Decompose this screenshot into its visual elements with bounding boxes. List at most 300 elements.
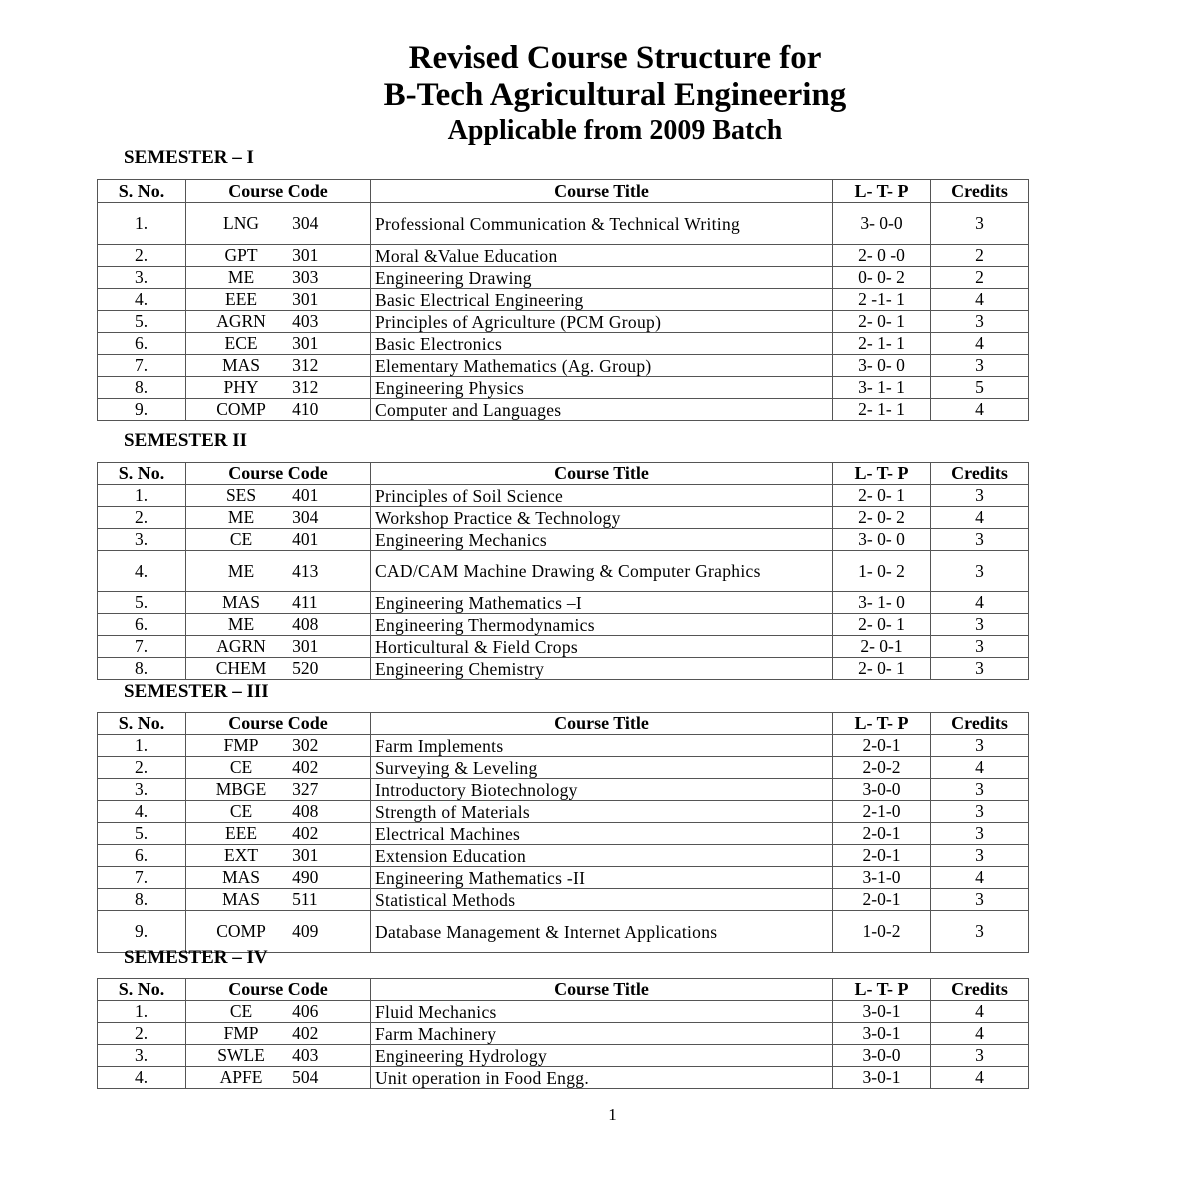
cell-credits: 4 <box>931 592 1029 614</box>
cell-sno: 1. <box>98 485 186 507</box>
cell-course-code <box>186 801 371 823</box>
cell-course-code <box>186 592 371 614</box>
cell-sno: 7. <box>98 636 186 658</box>
course-code <box>190 636 366 657</box>
cell-credits: 3 <box>931 889 1029 911</box>
header-credits: Credits <box>931 979 1029 1001</box>
course-number: 301 <box>292 289 319 309</box>
cell-course-title: Engineering Mathematics –I <box>371 592 833 614</box>
course-number: 402 <box>292 1023 319 1043</box>
course-dept: CHEM <box>215 658 267 678</box>
course-code <box>190 213 366 234</box>
course-dept: EEE <box>225 823 258 843</box>
cell-sno: 1. <box>98 735 186 757</box>
cell-sno: 4. <box>98 801 186 823</box>
header-course-code: Course Code <box>186 979 371 1001</box>
table-row <box>98 1023 1029 1045</box>
cell-course-title: Engineering Mechanics <box>371 529 833 551</box>
cell-credits: 3 <box>931 735 1029 757</box>
cell-sno: 5. <box>98 592 186 614</box>
course-number: 401 <box>292 529 319 549</box>
table-row <box>98 845 1029 867</box>
cell-ltp: 2- 0- 1 <box>833 485 931 507</box>
course-table <box>97 712 1029 953</box>
cell-course-code <box>186 845 371 867</box>
cell-credits: 3 <box>931 636 1029 658</box>
course-code <box>190 921 366 942</box>
cell-course-title: Elementary Mathematics (Ag. Group) <box>371 355 833 377</box>
cell-credits: 3 <box>931 311 1029 333</box>
cell-course-code <box>186 658 371 680</box>
cell-sno: 1. <box>98 203 186 245</box>
course-number: 413 <box>292 560 319 581</box>
table-row <box>98 1001 1029 1023</box>
course-dept: CE <box>229 801 253 821</box>
cell-course-code <box>186 245 371 267</box>
course-number: 302 <box>292 735 319 755</box>
course-dept: EEE <box>225 289 258 309</box>
course-number: 327 <box>292 779 319 799</box>
course-number: 402 <box>292 757 319 777</box>
cell-sno: 5. <box>98 823 186 845</box>
cell-course-title: Professional Communication & Technical Writing <box>371 203 833 245</box>
cell-course-title: Horticultural & Field Crops <box>371 636 833 658</box>
cell-ltp: 2-0-1 <box>833 889 931 911</box>
course-table <box>97 179 1029 421</box>
cell-course-title: Basic Electronics <box>371 333 833 355</box>
cell-credits: 3 <box>931 614 1029 636</box>
course-number: 312 <box>292 377 319 397</box>
cell-sno: 1. <box>98 1001 186 1023</box>
course-number: 411 <box>292 592 318 612</box>
course-number: 312 <box>292 355 319 375</box>
course-dept: MAS <box>222 355 260 375</box>
cell-course-code <box>186 1001 371 1023</box>
course-dept: ME <box>227 560 255 581</box>
cell-sno: 3. <box>98 267 186 289</box>
cell-course-title: CAD/CAM Machine Drawing & Computer Graphics <box>371 551 833 592</box>
course-number: 301 <box>292 636 319 656</box>
table-row <box>98 889 1029 911</box>
course-number: 410 <box>292 399 319 419</box>
cell-course-title: Fluid Mechanics <box>371 1001 833 1023</box>
cell-ltp: 2- 0- 1 <box>833 658 931 680</box>
table-row <box>98 1067 1029 1089</box>
header-course-title: Course Title <box>371 713 833 735</box>
table-row <box>98 658 1029 680</box>
cell-credits: 3 <box>931 911 1029 953</box>
header-sno: S. No. <box>98 979 186 1001</box>
cell-course-code <box>186 485 371 507</box>
cell-ltp: 2- 0- 1 <box>833 311 931 333</box>
cell-course-title: Workshop Practice & Technology <box>371 507 833 529</box>
table-row <box>98 636 1029 658</box>
course-number: 402 <box>292 823 319 843</box>
course-code <box>190 845 366 866</box>
cell-course-code <box>186 1023 371 1045</box>
table-header-row <box>98 180 1029 203</box>
table-row <box>98 333 1029 355</box>
title-line-1: Revised Course Structure for <box>408 40 822 76</box>
cell-ltp: 2-0-2 <box>833 757 931 779</box>
course-dept: MAS <box>222 592 260 612</box>
cell-course-title: Principles of Agriculture (PCM Group) <box>371 311 833 333</box>
cell-sno: 4. <box>98 289 186 311</box>
cell-course-code <box>186 203 371 245</box>
header-ltp: L- T- P <box>833 713 931 735</box>
cell-course-code <box>186 889 371 911</box>
course-code <box>190 757 366 778</box>
cell-ltp: 2- 1- 1 <box>833 399 931 421</box>
course-code <box>190 1045 366 1066</box>
course-number: 304 <box>292 213 319 233</box>
cell-sno: 2. <box>98 1023 186 1045</box>
cell-ltp: 3-0-1 <box>833 1001 931 1023</box>
cell-sno: 4. <box>98 1067 186 1089</box>
cell-ltp: 3- 0- 0 <box>833 529 931 551</box>
cell-course-code <box>186 735 371 757</box>
page-number: 1 <box>608 1105 617 1124</box>
course-number: 504 <box>292 1067 319 1087</box>
header-course-title: Course Title <box>371 180 833 203</box>
table-header-row <box>98 979 1029 1001</box>
course-number: 406 <box>292 1001 319 1021</box>
cell-ltp: 1-0-2 <box>833 911 931 953</box>
cell-credits: 4 <box>931 757 1029 779</box>
table-row <box>98 592 1029 614</box>
course-number: 301 <box>292 845 319 865</box>
course-code <box>190 377 366 398</box>
cell-course-code <box>186 779 371 801</box>
cell-ltp: 3-0-0 <box>833 779 931 801</box>
cell-credits: 4 <box>931 867 1029 889</box>
course-dept: ME <box>227 614 255 634</box>
cell-credits: 3 <box>931 551 1029 592</box>
cell-sno: 3. <box>98 779 186 801</box>
header-sno: S. No. <box>98 713 186 735</box>
cell-course-title: Introductory Biotechnology <box>371 779 833 801</box>
cell-credits: 4 <box>931 507 1029 529</box>
course-dept: CE <box>229 1001 253 1021</box>
cell-credits: 3 <box>931 1045 1029 1067</box>
header-ltp: L- T- P <box>833 979 931 1001</box>
header-ltp: L- T- P <box>833 180 931 203</box>
cell-ltp: 2-0-1 <box>833 823 931 845</box>
cell-credits: 5 <box>931 377 1029 399</box>
course-table <box>97 462 1029 680</box>
table-row <box>98 757 1029 779</box>
course-number: 403 <box>292 311 319 331</box>
table-header-row <box>98 463 1029 485</box>
cell-course-title: Engineering Hydrology <box>371 1045 833 1067</box>
cell-course-code <box>186 636 371 658</box>
course-number: 408 <box>292 614 319 634</box>
cell-course-title: Unit operation in Food Engg. <box>371 1067 833 1089</box>
cell-course-title: Engineering Mathematics -II <box>371 867 833 889</box>
cell-ltp: 2- 0-1 <box>833 636 931 658</box>
table-row <box>98 1045 1029 1067</box>
cell-course-title: Principles of Soil Science <box>371 485 833 507</box>
course-code <box>190 1023 366 1044</box>
cell-credits: 4 <box>931 1001 1029 1023</box>
course-dept: MAS <box>222 867 260 887</box>
course-dept: AGRN <box>216 636 266 656</box>
cell-sno: 2. <box>98 507 186 529</box>
cell-credits: 3 <box>931 801 1029 823</box>
table-row <box>98 245 1029 267</box>
cell-course-code <box>186 377 371 399</box>
course-code <box>190 267 366 288</box>
course-dept: FMP <box>223 735 259 755</box>
cell-course-title: Database Management & Internet Applications <box>371 911 833 953</box>
table-row <box>98 551 1029 592</box>
cell-course-title: Extension Education <box>371 845 833 867</box>
cell-sno: 9. <box>98 399 186 421</box>
course-table <box>97 978 1029 1089</box>
course-dept: AGRN <box>216 311 266 331</box>
course-code <box>190 245 366 266</box>
table-row <box>98 377 1029 399</box>
cell-course-code <box>186 1067 371 1089</box>
table-row <box>98 289 1029 311</box>
header-sno: S. No. <box>98 463 186 485</box>
cell-course-title: Farm Implements <box>371 735 833 757</box>
course-number: 408 <box>292 801 319 821</box>
cell-sno: 9. <box>98 911 186 953</box>
table-row <box>98 823 1029 845</box>
cell-credits: 3 <box>931 658 1029 680</box>
table-row <box>98 399 1029 421</box>
cell-course-title: Engineering Drawing <box>371 267 833 289</box>
course-number: 303 <box>292 267 319 287</box>
cell-credits: 3 <box>931 845 1029 867</box>
semester-heading: SEMESTER – III <box>124 681 269 702</box>
cell-course-code <box>186 551 371 592</box>
course-number: 403 <box>292 1045 319 1065</box>
course-code <box>190 889 366 910</box>
cell-sno: 7. <box>98 355 186 377</box>
cell-ltp: 2-1-0 <box>833 801 931 823</box>
cell-ltp: 3-0-1 <box>833 1023 931 1045</box>
cell-ltp: 2 -1- 1 <box>833 289 931 311</box>
cell-credits: 3 <box>931 823 1029 845</box>
cell-sno: 4. <box>98 551 186 592</box>
course-dept: COMP <box>216 921 266 941</box>
course-code <box>190 592 366 613</box>
cell-sno: 6. <box>98 333 186 355</box>
course-code <box>190 735 366 756</box>
table-row <box>98 507 1029 529</box>
header-credits: Credits <box>931 463 1029 485</box>
course-code <box>190 658 366 679</box>
course-dept: CE <box>229 529 253 549</box>
course-code <box>190 529 366 550</box>
semester-heading: SEMESTER – I <box>124 147 254 168</box>
course-dept: FMP <box>223 1023 259 1043</box>
cell-course-code <box>186 289 371 311</box>
cell-course-title: Farm Machinery <box>371 1023 833 1045</box>
course-dept: ECE <box>224 333 258 353</box>
cell-sno: 2. <box>98 245 186 267</box>
cell-ltp: 2- 1- 1 <box>833 333 931 355</box>
course-dept: MAS <box>222 889 260 909</box>
cell-credits: 4 <box>931 333 1029 355</box>
title-line-2: B-Tech Agricultural Engineering <box>383 77 847 113</box>
cell-credits: 4 <box>931 399 1029 421</box>
cell-ltp: 3- 0- 0 <box>833 355 931 377</box>
course-code <box>190 614 366 635</box>
cell-credits: 2 <box>931 245 1029 267</box>
course-dept: ME <box>227 507 255 527</box>
course-dept: ME <box>227 267 255 287</box>
course-number: 490 <box>292 867 319 887</box>
document-title <box>0 40 1200 148</box>
cell-course-code <box>186 355 371 377</box>
cell-sno: 3. <box>98 529 186 551</box>
course-number: 401 <box>292 485 319 505</box>
header-course-title: Course Title <box>371 463 833 485</box>
cell-ltp: 3- 1- 1 <box>833 377 931 399</box>
cell-ltp: 3- 1- 0 <box>833 592 931 614</box>
table-row <box>98 529 1029 551</box>
cell-credits: 2 <box>931 267 1029 289</box>
cell-course-code <box>186 614 371 636</box>
header-ltp: L- T- P <box>833 463 931 485</box>
semester-heading: SEMESTER – IV <box>124 947 268 968</box>
cell-sno: 5. <box>98 311 186 333</box>
course-code <box>190 1001 366 1022</box>
table-row <box>98 203 1029 245</box>
cell-course-code <box>186 399 371 421</box>
course-dept: PHY <box>223 377 259 397</box>
cell-sno: 2. <box>98 757 186 779</box>
course-number: 520 <box>292 658 319 678</box>
cell-sno: 8. <box>98 377 186 399</box>
cell-credits: 3 <box>931 203 1029 245</box>
table-row <box>98 267 1029 289</box>
cell-sno: 8. <box>98 658 186 680</box>
header-course-title: Course Title <box>371 979 833 1001</box>
cell-course-title: Electrical Machines <box>371 823 833 845</box>
cell-credits: 3 <box>931 529 1029 551</box>
cell-ltp: 2- 0- 1 <box>833 614 931 636</box>
header-credits: Credits <box>931 180 1029 203</box>
table-row <box>98 355 1029 377</box>
cell-course-code <box>186 823 371 845</box>
cell-course-title: Strength of Materials <box>371 801 833 823</box>
cell-course-code <box>186 757 371 779</box>
cell-ltp: 3-0-0 <box>833 1045 931 1067</box>
cell-sno: 6. <box>98 614 186 636</box>
cell-course-title: Computer and Languages <box>371 399 833 421</box>
cell-course-code <box>186 529 371 551</box>
cell-ltp: 2- 0- 2 <box>833 507 931 529</box>
course-number: 511 <box>292 889 318 909</box>
course-dept: SWLE <box>217 1045 265 1065</box>
course-code <box>190 801 366 822</box>
course-code <box>190 507 366 528</box>
header-course-code: Course Code <box>186 463 371 485</box>
header-course-code: Course Code <box>186 180 371 203</box>
cell-course-code <box>186 311 371 333</box>
course-number: 301 <box>292 333 319 353</box>
cell-credits: 4 <box>931 1023 1029 1045</box>
cell-sno: 7. <box>98 867 186 889</box>
cell-course-title: Basic Electrical Engineering <box>371 289 833 311</box>
cell-course-code <box>186 507 371 529</box>
course-dept: EXT <box>224 845 259 865</box>
course-dept: APFE <box>219 1067 263 1087</box>
title-line-3: Applicable from 2009 Batch <box>447 115 783 146</box>
cell-ltp: 3-1-0 <box>833 867 931 889</box>
course-code <box>190 561 366 582</box>
course-dept: SES <box>225 485 257 505</box>
table-row <box>98 867 1029 889</box>
cell-course-code <box>186 867 371 889</box>
cell-course-title: Surveying & Leveling <box>371 757 833 779</box>
course-code <box>190 1067 366 1088</box>
cell-ltp: 2- 0 -0 <box>833 245 931 267</box>
cell-credits: 3 <box>931 355 1029 377</box>
cell-sno: 3. <box>98 1045 186 1067</box>
semester-heading: SEMESTER II <box>124 430 248 451</box>
course-dept: COMP <box>216 399 266 419</box>
cell-credits: 3 <box>931 779 1029 801</box>
header-course-code: Course Code <box>186 713 371 735</box>
cell-ltp: 2-0-1 <box>833 735 931 757</box>
course-number: 304 <box>292 507 319 527</box>
course-dept: CE <box>229 757 253 777</box>
table-row <box>98 614 1029 636</box>
cell-ltp: 3- 0-0 <box>833 203 931 245</box>
cell-course-title: Engineering Chemistry <box>371 658 833 680</box>
cell-ltp: 0- 0- 2 <box>833 267 931 289</box>
course-code <box>190 289 366 310</box>
course-code <box>190 867 366 888</box>
cell-course-title: Engineering Thermodynamics <box>371 614 833 636</box>
table-row <box>98 801 1029 823</box>
cell-course-code <box>186 333 371 355</box>
header-sno: S. No. <box>98 180 186 203</box>
cell-sno: 6. <box>98 845 186 867</box>
course-code <box>190 399 366 420</box>
course-dept: LNG <box>223 213 260 233</box>
header-credits: Credits <box>931 713 1029 735</box>
cell-ltp: 1- 0- 2 <box>833 551 931 592</box>
table-row <box>98 779 1029 801</box>
cell-ltp: 2-0-1 <box>833 845 931 867</box>
cell-credits: 3 <box>931 485 1029 507</box>
cell-course-title: Engineering Physics <box>371 377 833 399</box>
cell-course-title: Moral &Value Education <box>371 245 833 267</box>
course-code <box>190 355 366 376</box>
table-row <box>98 485 1029 507</box>
course-number: 409 <box>292 921 319 941</box>
cell-sno: 8. <box>98 889 186 911</box>
cell-credits: 4 <box>931 1067 1029 1089</box>
table-header-row <box>98 713 1029 735</box>
course-code <box>190 823 366 844</box>
course-dept: GPT <box>224 245 258 265</box>
cell-course-code <box>186 267 371 289</box>
cell-ltp: 3-0-1 <box>833 1067 931 1089</box>
table-row <box>98 311 1029 333</box>
course-code <box>190 485 366 506</box>
course-code <box>190 311 366 332</box>
table-row <box>98 735 1029 757</box>
course-dept: MBGE <box>215 779 267 799</box>
cell-credits: 4 <box>931 289 1029 311</box>
